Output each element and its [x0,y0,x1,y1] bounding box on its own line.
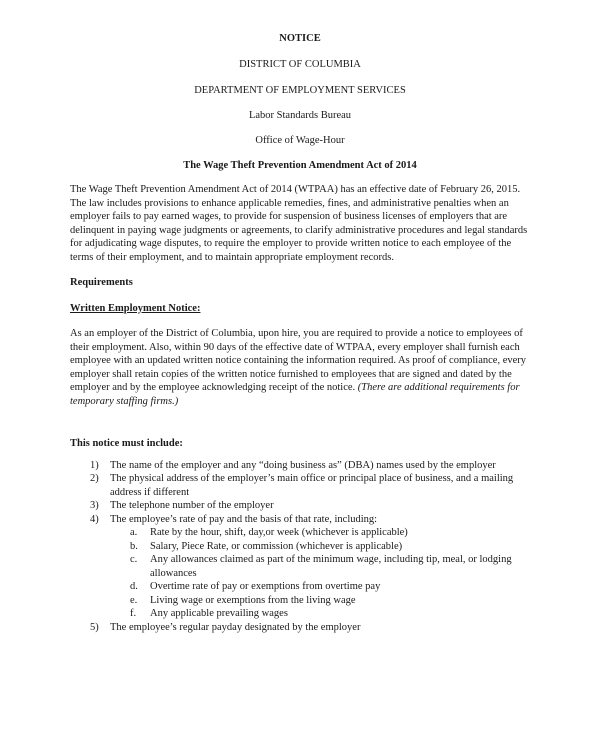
sub-item-letter: a. [130,527,138,538]
list-item-text: The telephone number of the employer [110,500,274,511]
requirements-heading: Requirements [70,277,133,288]
sub-item-letter: b. [130,540,138,552]
sub-item-text: Any applicable prevailing wages [150,608,288,619]
written-notice-paragraph [70,327,530,408]
list-item-text: The physical address of the employer’s main office or principal place of business, and a mailing address if different [110,473,514,498]
list-item-number: 2) [90,473,99,484]
list-item-number: 4) [90,513,99,525]
sub-item-text: Rate by the hour, shift, day,or week (whichever is applicable) [150,527,408,538]
bureau-name: Labor Standards Bureau [248,110,352,121]
list-item-number: 5) [90,621,99,633]
sub-list-item [110,594,530,608]
sub-item-text: Any allowances claimed as part of the minimum wage, including tip, meal, or lodging allowances [150,554,512,579]
written-notice-body: As an employer of the District of Columbia, upon hire, you are required to provide a notice to employees of their employment. Also, within 90 days of the effective date of WTPAA, every employer shall furnish each employee with an updated written notice containing the information required. As proof of compliance, every employer shall retain copies of the written notice furnished to employees that are signed and dated by the employer and by the employee acknowledging receipt of the notice. [70,328,527,393]
list-item [70,459,530,473]
written-notice-heading: Written Employment Notice: [70,302,201,314]
sub-list-item [110,540,530,554]
must-include-list [70,459,530,635]
list-item-number: 1) [90,459,99,471]
intro-paragraph: The Wage Theft Prevention Amendment Act of 2014 (WTPAA) has an effective date of February 26, 2015. The law includes provisions to enhance applicable remedies, fines, and administrative penalties when an employer fails to pay earned wages, to provide for suspension of business licenses of employers that are delinquent in paying wage judgments or agreements, to clarify administrative procedures and legal standards for adjudicating wage disputes, to require the employer to provide written notice to each employee of the terms of their employment, and to maintain appropriate employment records. [70,184,528,263]
list-item-text: The name of the employer and any “doing business as” (DBA) names used by the employer [110,459,496,471]
list-item-text: The employee’s rate of pay and the basis of that rate, including: [110,513,378,525]
list-item [70,513,530,621]
act-title: The Wage Theft Prevention Amendment Act of 2014 [183,160,417,171]
written-notice-note: (There are additional requirements for temporary staffing firms.) [70,382,520,407]
office-name: Office of Wage-Hour [255,135,345,146]
sub-list-item [110,526,530,540]
list-item-number: 3) [90,500,99,511]
notice-title: NOTICE [279,33,321,44]
list-item [70,621,530,635]
sub-item-letter: d. [130,581,138,592]
sub-item-text: Salary, Piece Rate, or commission (whichever is applicable) [150,540,403,552]
sub-item-text: Living wage or exemptions from the living wage [150,594,356,606]
rate-of-pay-sublist [110,526,530,621]
sub-list-item [110,607,530,621]
sub-item-text: Overtime rate of pay or exemptions from overtime pay [150,581,381,592]
department-name: DEPARTMENT OF EMPLOYMENT SERVICES [194,85,406,96]
sub-list-item [110,553,530,580]
sub-item-letter: c. [130,554,138,565]
sub-list-item [110,580,530,594]
must-include-heading: This notice must include: [70,438,183,449]
list-item-text: The employee’s regular payday designated by the employer [110,621,361,633]
district-name: DISTRICT OF COLUMBIA [239,59,361,70]
sub-item-letter: e. [130,594,138,606]
sub-item-letter: f. [130,608,137,619]
list-item [70,499,530,513]
list-item [70,472,530,499]
